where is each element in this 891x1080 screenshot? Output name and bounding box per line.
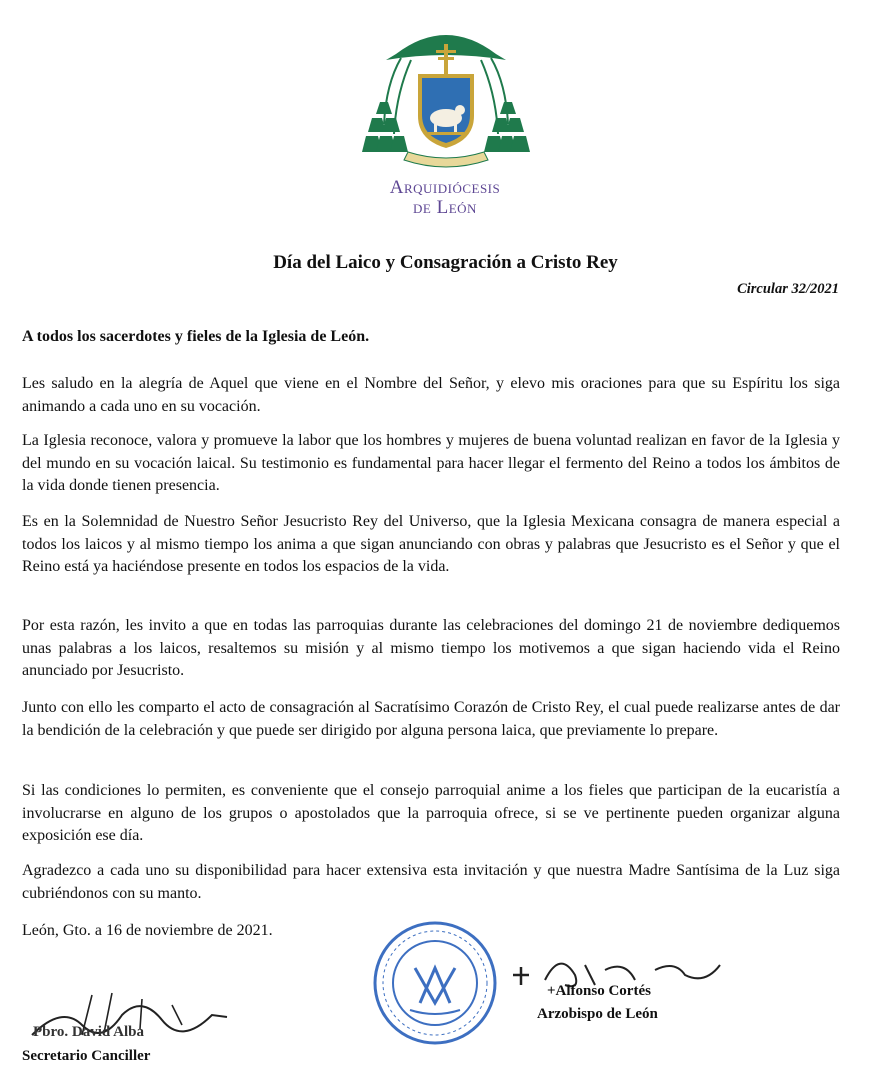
document-title: Día del Laico y Consagración a Cristo Rey [273, 252, 618, 273]
archbishop-name: +Alfonso Cortés [547, 983, 651, 999]
circular-number: Circular 32/2021 [737, 281, 839, 297]
secretary-role: Secretario Canciller [22, 1048, 151, 1064]
archbishop-signature-scribble [505, 945, 735, 1015]
paragraph: Si las condiciones lo permiten, es conveniente que el consejo parroquial anime a los fieles que participan de la eucaristía a involucrarse en alguno de los grupos o apostolados que la parroquia ofrece, si se ve pertinente pueden organizar alguna exposición ese día. [22, 782, 840, 844]
org-name-line2: de León [413, 197, 477, 218]
place-and-date: León, Gto. a 16 de noviembre de 2021. [22, 922, 273, 939]
archbishop-role: Arzobispo de León [537, 1006, 658, 1022]
secretary-name: Pbro. David Alba [33, 1024, 144, 1040]
paragraph: La Iglesia reconoce, valora y promueve la labor que los hombres y mujeres de buena voluntad realizan en favor de la Iglesia y del mundo en su vocación laical. Su testimonio es fundamental para hacer llegar el fermento del Reino a todos los ámbitos de la vida donde tienen presencia. [22, 432, 840, 494]
org-name-line1: Arquidiócesis [389, 177, 501, 198]
paragraph: Es en la Solemnidad de Nuestro Señor Jesucristo Rey del Universo, que la Iglesia Mexicana consagra de manera especial a todos los laicos y al mismo tiempo los anima a que sigan anunciando con obras y palabras que Jesucristo es el Señor y que el Reino está ya haciéndose presente en todos los espacios de la vida. [22, 513, 840, 575]
archdiocese-crest-logo [356, 14, 536, 174]
paragraph: Les saludo en la alegría de Aquel que viene en el Nombre del Señor, y elevo mis oraciones para que su Espíritu los siga animando a cada uno en su vocación. [22, 375, 840, 415]
paragraph: Agradezco a cada uno su disponibilidad para hacer extensiva esta invitación y que nuestra Madre Santísima de la Luz siga cubriéndonos con su manto. [22, 862, 840, 902]
paragraph: Por esta razón, les invito a que en todas las parroquias durante las celebraciones del domingo 21 de noviembre dediquemos unas palabras a los laicos, resaltemos su misión y al mismo tiempo los motivemos a que sigan haciendo vida el Reino anunciado por Jesucristo. [22, 617, 840, 679]
salutation: A todos los sacerdotes y fieles de la Iglesia de León. [22, 328, 370, 345]
official-seal-stamp [370, 918, 500, 1048]
paragraph: Junto con ello les comparto el acto de consagración al Sacratísimo Corazón de Cristo Rey, el cual puede realizarse antes de dar la bendición de la celebración y que puede ser dirigido por alguna persona laica, que previamente lo prepare. [22, 699, 840, 739]
archdiocese-name [330, 178, 560, 218]
